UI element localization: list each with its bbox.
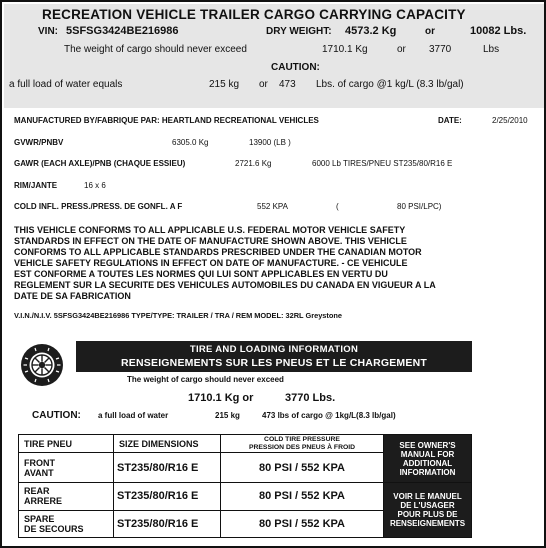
manufacturer: MANUFACTURED BY/FABRIQUE PAR: HEARTLAND RECREATIONAL VEHICLES — [14, 116, 319, 125]
note-line: RENSEIGNEMENTS — [389, 519, 466, 529]
tire-pressure: 80 PSI / 552 KPA — [221, 453, 384, 483]
rim-label: RIM/JANTE — [14, 181, 58, 190]
note-line: ADDITIONAL — [402, 458, 453, 468]
tire-pressure: 80 PSI / 552 KPA — [221, 510, 384, 537]
gvwr-label: GVWR/PNBV — [14, 138, 64, 147]
tire-water-text: a full load of water — [98, 411, 169, 420]
cold-inflation-paren: ( — [336, 202, 339, 211]
banner-title-fr: RENSEIGNEMENTS SUR LES PNEUS ET LE CHARGEMENT — [121, 357, 427, 369]
tire-size: ST235/80/R16 E — [114, 483, 221, 510]
tire-water-tail: 473 lbs of cargo @ 1kg/L(8.3 lb/gal) — [262, 411, 396, 420]
water-load-tail: Lbs. of cargo @1 kg/L (8.3 lb/gal) — [316, 79, 464, 90]
vin-value: 5SFSG3424BE216986 — [66, 25, 179, 37]
conformity-line: CONFORMS TO ALL APPLICABLE STANDARDS PRESCRIBED UNDER THE CANADIAN MOTOR — [14, 247, 422, 257]
water-load-text: a full load of water equals — [9, 79, 123, 90]
tire-position-en: SPARE — [24, 513, 55, 524]
conformity-line: DATE DE SA FABRICATION — [14, 291, 131, 301]
banner-title-en: TIRE AND LOADING INFORMATION — [189, 344, 359, 355]
label-title: RECREATION VEHICLE TRAILER CARGO CARRYING CAPACITY — [42, 7, 466, 22]
tire-position-spare — [19, 510, 114, 537]
cold-inflation-psi: 80 PSI/LPC) — [397, 202, 442, 211]
owners-manual-note-fr — [384, 483, 472, 538]
cargo-limit-kg: 1710.1 Kg — [322, 44, 368, 55]
tire-position-en: REAR — [24, 486, 50, 497]
dry-weight-lbs: 10082 Lbs. — [470, 25, 527, 37]
column-header-size: SIZE DIMENSIONS — [114, 435, 221, 453]
column-header-tire: TIRE PNEU — [19, 435, 114, 453]
cold-inflation-label: COLD INFL. PRESS./PRESS. DE GONFL. A F — [14, 202, 183, 211]
cargo-limit-text: The weight of cargo should never exceed — [64, 44, 247, 55]
dry-weight-kg: 4573.2 Kg — [345, 25, 397, 37]
conformity-line: EST CONFORME A TOUTES LES NORMES QUI LUI SONT APPLICABLES EN VERTU DU — [14, 269, 388, 279]
gvwr-lb: 13900 (LB ) — [249, 138, 291, 147]
note-line: DE L'USAGER — [400, 501, 455, 511]
cargo-limit-lbs-value: 3770 — [429, 44, 452, 55]
tire-icon — [19, 342, 65, 388]
manufacture-date: 2/25/2010 — [492, 116, 528, 125]
cargo-limit-or: or — [397, 44, 406, 55]
conformity-line: REGLEMENT SUR LA SECURITE DES VEHICULES AUTOMOBILES DU CANADA EN VIGUEUR A LA — [14, 280, 436, 290]
dry-weight-or: or — [425, 26, 435, 37]
water-load-kg: 215 kg — [209, 79, 240, 90]
note-line: POUR PLUS DE — [397, 510, 458, 520]
gvwr-kg: 6305.0 Kg — [172, 138, 209, 147]
conformity-line: STANDARDS IN EFFECT ON THE DATE OF MANUFACTURE SHOWN ABOVE. THIS VEHICLE — [14, 236, 407, 246]
dry-weight-label: DRY WEIGHT: — [266, 26, 332, 37]
table-header-row — [19, 435, 472, 453]
tire-loading-banner — [76, 341, 472, 372]
conformity-line: VEHICLE SAFETY REGULATIONS IN EFFECT ON DATE OF MANUFACTURE. - CE VEHICULE — [14, 258, 408, 268]
tire-position-front — [19, 453, 114, 483]
gawr-lb-tires: 6000 Lb TIRES/PNEU ST235/80/R16 E — [312, 159, 453, 168]
table-row — [19, 483, 472, 510]
note-line: SEE OWNER'S — [399, 440, 456, 450]
tire-size: ST235/80/R16 E — [114, 453, 221, 483]
cold-pressure-en: COLD TIRE PRESSURE — [264, 436, 340, 443]
cold-pressure-fr: PRESSION DES PNEUS À FROID — [248, 443, 356, 451]
gawr-label: GAWR (EACH AXLE)/PNB (CHAQUE ESSIEU) — [14, 159, 186, 168]
cargo-limit-lbs-unit: Lbs — [483, 44, 500, 55]
gawr-kg: 2721.6 Kg — [235, 159, 272, 168]
conformity-statement — [14, 225, 538, 302]
water-load-lbs: 473 — [279, 79, 296, 90]
vin-label: VIN: — [38, 26, 58, 37]
column-header-cold-pressure — [221, 435, 384, 453]
tire-cargo-limit-kg: 1710.1 Kg or — [188, 392, 254, 404]
vin-type-model-line: V.I.N./N.I.V. 5SFSG3424BE216986 TYPE/TYPE: TRAILER / TRA / REM MODEL: 32RL Greystone — [14, 311, 343, 320]
water-load-or: or — [259, 79, 268, 90]
tire-position-fr: DE SECOURS — [24, 523, 84, 534]
note-line: INFORMATION — [399, 467, 456, 477]
cold-inflation-kpa: 552 KPA — [257, 202, 288, 211]
conformity-line: THIS VEHICLE CONFORMS TO ALL APPLICABLE U.S. FEDERAL MOTOR VEHICLE SAFETY — [14, 225, 406, 235]
tire-position-fr: AVANT — [24, 467, 54, 478]
tire-size: ST235/80/R16 E — [114, 510, 221, 537]
tire-position-en: FRONT — [24, 457, 55, 468]
tire-pressure-table — [18, 434, 472, 538]
tire-pressure: 80 PSI / 552 KPA — [221, 483, 384, 510]
date-label: DATE: — [438, 116, 462, 125]
caution-heading: CAUTION: — [271, 62, 320, 73]
note-line: VOIR LE MANUEL — [393, 492, 462, 502]
owners-manual-note — [384, 435, 472, 483]
tire-position-rear — [19, 483, 114, 510]
tire-caution-heading: CAUTION: — [32, 410, 81, 421]
tire-cargo-limit-text: The weight of cargo should never exceed — [127, 375, 284, 384]
tire-water-kg: 215 kg — [215, 411, 240, 420]
rim-size: 16 x 6 — [84, 181, 106, 190]
tire-cargo-limit-lbs: 3770 Lbs. — [285, 392, 336, 404]
tire-position-fr: ARRERE — [24, 496, 63, 507]
note-line: MANUAL FOR — [400, 449, 455, 459]
